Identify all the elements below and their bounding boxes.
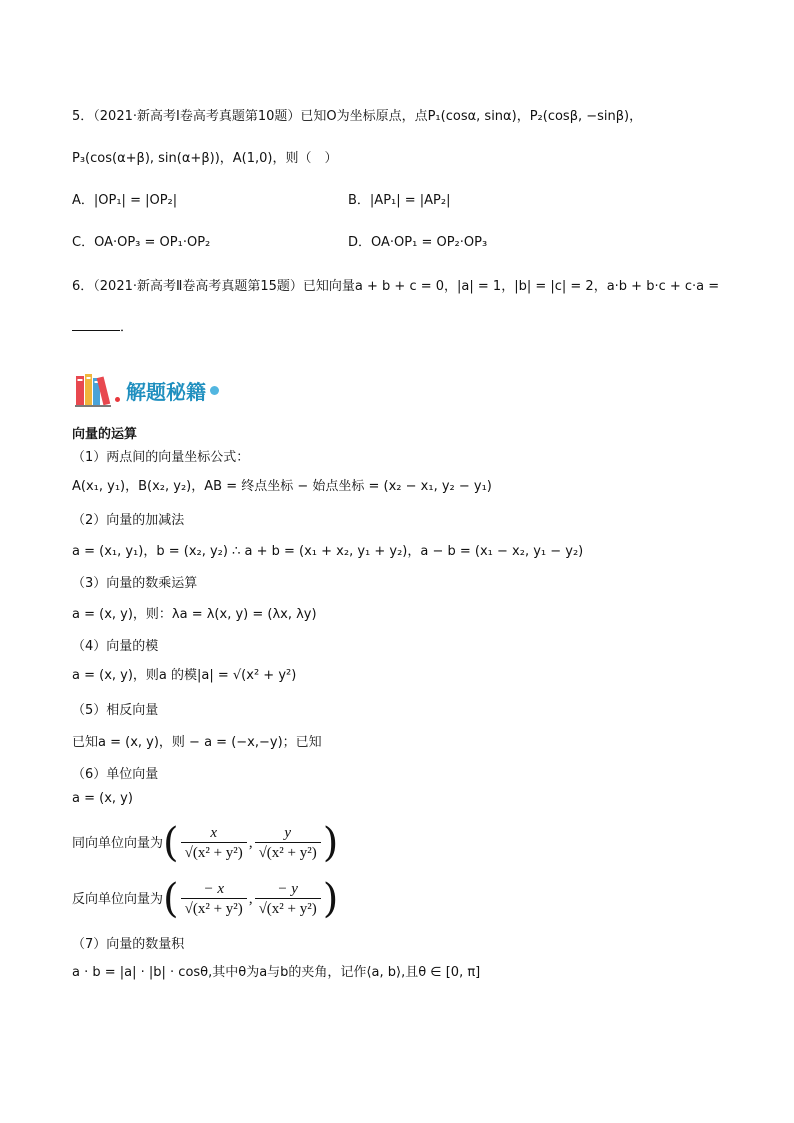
q5-option-c: C．OA·OP₃ = OP₁·OP₂ (72, 235, 211, 250)
s1-formula: A(x₁, y₁)，B(x₂, y₂)，AB = 终点坐标 − 始点坐标 = (x₂ − x₁, y₂ − y₁) (72, 479, 492, 494)
s6-same-direction: 同向单位向量为( $\frac{x}{\text{√(x² + y²)}}$ , $\frac{y}{\text{√(x² + y²)}}$ ) (72, 820, 339, 866)
notes-heading: 向量的运算 (72, 427, 138, 442)
books-icon (75, 373, 113, 407)
s3-title: （3）向量的数乘运算 (72, 576, 198, 591)
s5-title: （5）相反向量 (72, 703, 159, 718)
s1-title: （1）两点间的向量坐标公式： (72, 450, 250, 465)
q5-line2: P₃(cos(α+β), sin(α+β))，A(1,0)，则（ ） (72, 151, 338, 166)
s2-formula: a = (x₁, y₁)，b = (x₂, y₂) ∴ a + b = (x₁ + x₂, y₁ + y₂)，a − b = (x₁ − x₂, y₁ − y₂) (72, 544, 584, 559)
s7-title: （7）向量的数量积 (72, 937, 185, 952)
banner-red-dot (115, 397, 120, 402)
q6-line1: 6．（2021·新高考Ⅱ卷高考真题第15题）已知向量a + b + c = 0，|a| = 1，|b| = |c| = 2，a·b + b·c + c·a = (72, 279, 720, 294)
s2-title: （2）向量的加减法 (72, 513, 185, 528)
q5-line1: 5．（2021·新高考Ⅰ卷高考真题第10题）已知O为坐标原点，点P₁(cosα, sinα)，P₂(cosβ, −sinβ)， (72, 109, 643, 124)
s6-title: （6）单位向量 (72, 767, 159, 782)
q5-option-b: B．|AP₁| = |AP₂| (348, 193, 451, 208)
banner-title: 解题秘籍 (126, 379, 206, 404)
s4-formula: a = (x, y)，则a 的模|a| = √(x² + y²) (72, 668, 297, 683)
q6-blank-line: ． (72, 316, 133, 338)
s4-title: （4）向量的模 (72, 639, 159, 654)
s6-opposite-direction: 反向单位向量为( $\frac{- x}{\text{√(x² + y²)}}$ , $\frac{- y}{\text{√(x² + y²)}}$ ) (72, 876, 339, 922)
s3-formula: a = (x, y)，则：λa = λ(x, y) = (λx, λy) (72, 607, 317, 622)
q5-option-d: D．OA·OP₁ = OP₂·OP₃ (348, 235, 488, 250)
q5-option-a: A．|OP₁| = |OP₂| (72, 193, 178, 208)
s5-formula: 已知a = (x, y)，则 − a = (−x,−y)；已知 (72, 735, 322, 750)
s6-formula: a = (x, y) (72, 791, 133, 806)
banner-blue-dot (210, 386, 219, 395)
section-banner (75, 370, 219, 410)
answer-blank (72, 316, 120, 331)
s7-formula: a · b = |a| · |b| · cosθ,其中θ为a与b的夹角，记作⟨a, b⟩,且θ ∈ [0, π] (72, 965, 481, 980)
